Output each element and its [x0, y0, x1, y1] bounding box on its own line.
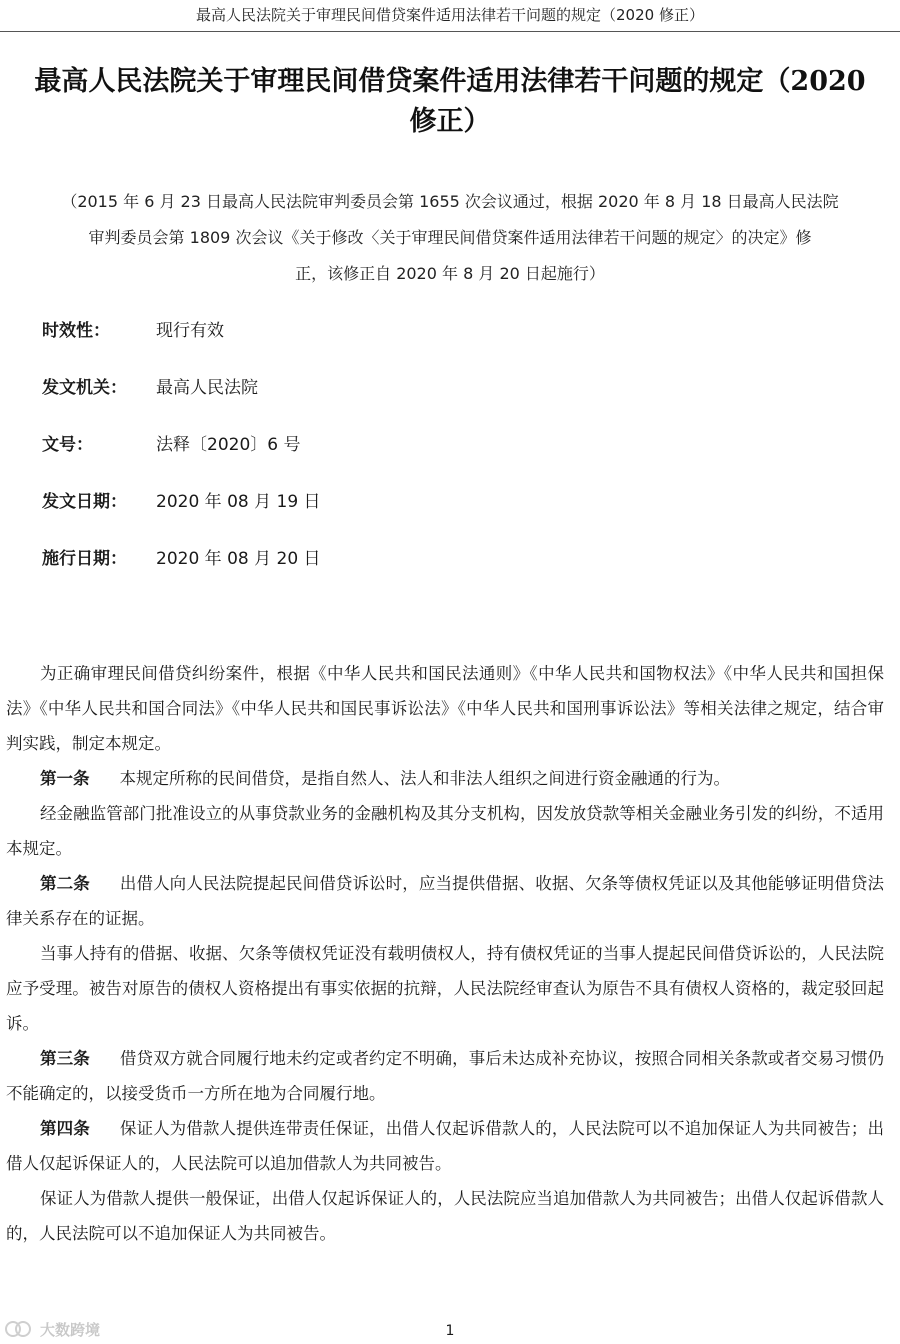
- paragraph-text: 为正确审理民间借贷纠纷案件，根据《中华人民共和国民法通则》《中华人民共和国物权法》《中华人民共和国担保法》《中华人民共和国合同法》《中华人民共和国民事诉讼法》《中华人民共和国刑事诉讼法》等相关法律之规定，结合审判实践，制定本规定。: [6, 664, 884, 753]
- body-paragraph: [6, 936, 884, 1041]
- page-number: 1: [445, 1323, 455, 1339]
- document-title: [4, 62, 896, 142]
- subtitle-line-3: 正，该修正自 2020 年 8 月 20 日起施行）: [295, 264, 605, 283]
- paragraph-text: 借贷双方就合同履行地未约定或者约定不明确，事后未达成补充协议，按照合同相关条款或者交易习惯仍不能确定的，以接受货币一方所在地为合同履行地。: [6, 1049, 884, 1103]
- title-line-2: 修正）: [409, 106, 491, 137]
- body-paragraph: [6, 796, 884, 866]
- paragraph-text: 本规定所称的民间借贷，是指自然人、法人和非法人组织之间进行资金融通的行为。: [119, 769, 730, 788]
- watermark-text: 大数跨境: [40, 1320, 101, 1339]
- meta-label: 发文机关：: [42, 378, 127, 398]
- subtitle-line-1: （2015 年 6 月 23 日最高人民法院审判委员会第 1655 次会议通过，根据 2020 年 8 月 18 日最高人民法院: [61, 192, 839, 211]
- article-label: 第二条: [40, 874, 90, 893]
- article-paragraph: [6, 1041, 884, 1111]
- document-subtitle: [12, 184, 888, 292]
- meta-label: 发文日期：: [42, 492, 127, 512]
- article-paragraph: [6, 761, 884, 796]
- body-paragraph: [6, 1181, 884, 1251]
- article-paragraph: [6, 1111, 884, 1181]
- preamble-paragraph: [6, 656, 884, 761]
- header-divider: [0, 31, 900, 32]
- meta-value: 法释〔2020〕6 号: [156, 435, 301, 455]
- meta-value: 2020 年 08 月 19 日: [156, 492, 321, 512]
- paragraph-text: 经金融监管部门批准设立的从事贷款业务的金融机构及其分支机构，因发放贷款等相关金融业务引发的纠纷，不适用本规定。: [6, 804, 884, 858]
- meta-label: 文号：: [42, 435, 93, 455]
- document-body: [6, 656, 884, 1251]
- paragraph-text: 保证人为借款人提供连带责任保证，出借人仅起诉借款人的，人民法院可以不追加保证人为共同被告；出借人仅起诉保证人的，人民法院可以追加借款人为共同被告。: [6, 1119, 884, 1173]
- article-label: 第一条: [40, 769, 90, 788]
- meta-label: 施行日期：: [42, 549, 127, 569]
- paragraph-text: 出借人向人民法院提起民间借贷诉讼时，应当提供借据、收据、欠条等债权凭证以及其他能够证明借贷法律关系存在的证据。: [6, 874, 884, 928]
- running-header: 最高人民法院关于审理民间借贷案件适用法律若干问题的规定（2020 修正）: [196, 6, 704, 24]
- article-label: 第三条: [40, 1049, 90, 1068]
- article-label: 第四条: [40, 1119, 90, 1138]
- meta-value: 2020 年 08 月 20 日: [156, 549, 321, 569]
- article-paragraph: [6, 866, 884, 936]
- paragraph-text: 当事人持有的借据、收据、欠条等债权凭证没有载明债权人，持有债权凭证的当事人提起民间借贷诉讼的，人民法院应予受理。被告对原告的债权人资格提出有事实依据的抗辩，人民法院经审查认为原告不具有债权人资格的，裁定驳回起诉。: [6, 944, 884, 1033]
- paragraph-text: 保证人为借款人提供一般保证，出借人仅起诉保证人的，人民法院应当追加借款人为共同被告；出借人仅起诉借款人的，人民法院可以不追加保证人为共同被告。: [6, 1189, 884, 1243]
- subtitle-line-2: 审判委员会第 1809 次会议《关于修改〈关于审理民间借贷案件适用法律若干问题的规定〉的决定》修: [88, 228, 812, 247]
- meta-label: 时效性：: [42, 321, 110, 341]
- title-line-1: 最高人民法院关于审理民间借贷案件适用法律若干问题的规定（2020: [34, 66, 866, 97]
- meta-value: 现行有效: [156, 321, 224, 341]
- meta-value: 最高人民法院: [156, 378, 258, 398]
